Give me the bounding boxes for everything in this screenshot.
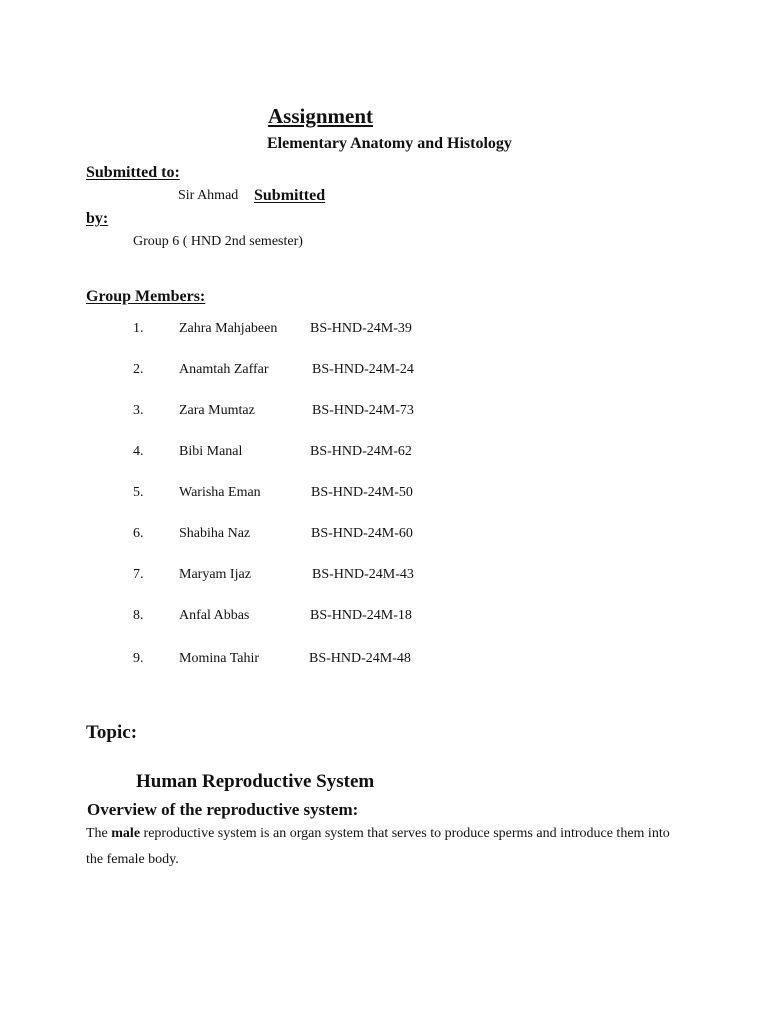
member-name: Maryam Ijaz bbox=[179, 567, 251, 582]
document-title: Assignment bbox=[268, 104, 374, 128]
member-roll-number: BS-HND-24M-48 bbox=[309, 651, 411, 666]
member-name: Anamtah Zaffar bbox=[179, 362, 269, 377]
member-roll-number: BS-HND-24M-39 bbox=[310, 321, 412, 336]
member-number: 2. bbox=[133, 362, 144, 377]
submitted-to-value: Sir Ahmad bbox=[178, 188, 239, 203]
member-roll-number: BS-HND-24M-50 bbox=[311, 485, 413, 500]
member-number: 4. bbox=[133, 444, 144, 459]
submitted-to-label: Submitted to: bbox=[86, 164, 180, 181]
course-subject: Elementary Anatomy and Histology bbox=[267, 135, 512, 152]
submitted-by-label-part2: by: bbox=[86, 210, 109, 227]
paragraph-text-rest: reproductive system is an organ system that serves to produce sperms and introduce them into the female body. bbox=[86, 826, 670, 867]
overview-heading: Overview of the reproductive system: bbox=[87, 800, 359, 819]
member-name: Zara Mumtaz bbox=[179, 403, 255, 418]
member-name: Bibi Manal bbox=[179, 444, 243, 459]
submitted-by-label-part1: Submitted bbox=[254, 187, 326, 204]
member-number: 5. bbox=[133, 485, 144, 500]
member-number: 1. bbox=[133, 321, 144, 336]
member-roll-number: BS-HND-24M-73 bbox=[312, 403, 414, 418]
topic-title: Human Reproductive System bbox=[136, 771, 375, 792]
member-roll-number: BS-HND-24M-60 bbox=[311, 526, 413, 541]
topic-label: Topic: bbox=[86, 722, 138, 743]
member-name: Momina Tahir bbox=[179, 651, 260, 666]
paragraph-bold-word: male bbox=[111, 826, 141, 841]
member-number: 8. bbox=[133, 608, 144, 623]
member-name: Anfal Abbas bbox=[179, 608, 250, 623]
submitted-by-value: Group 6 ( HND 2nd semester) bbox=[133, 234, 303, 249]
member-roll-number: BS-HND-24M-18 bbox=[310, 608, 412, 623]
member-number: 3. bbox=[133, 403, 144, 418]
member-number: 6. bbox=[133, 526, 144, 541]
member-name: Warisha Eman bbox=[179, 485, 261, 500]
group-members-label: Group Members: bbox=[86, 288, 206, 305]
member-name: Zahra Mahjabeen bbox=[179, 321, 278, 336]
member-roll-number: BS-HND-24M-24 bbox=[312, 362, 414, 377]
paragraph-text-start: The bbox=[86, 826, 112, 841]
overview-paragraph bbox=[86, 821, 686, 873]
member-roll-number: BS-HND-24M-62 bbox=[310, 444, 412, 459]
member-number: 9. bbox=[133, 651, 144, 666]
member-name: Shabiha Naz bbox=[179, 526, 251, 541]
member-roll-number: BS-HND-24M-43 bbox=[312, 567, 414, 582]
member-number: 7. bbox=[133, 567, 144, 582]
